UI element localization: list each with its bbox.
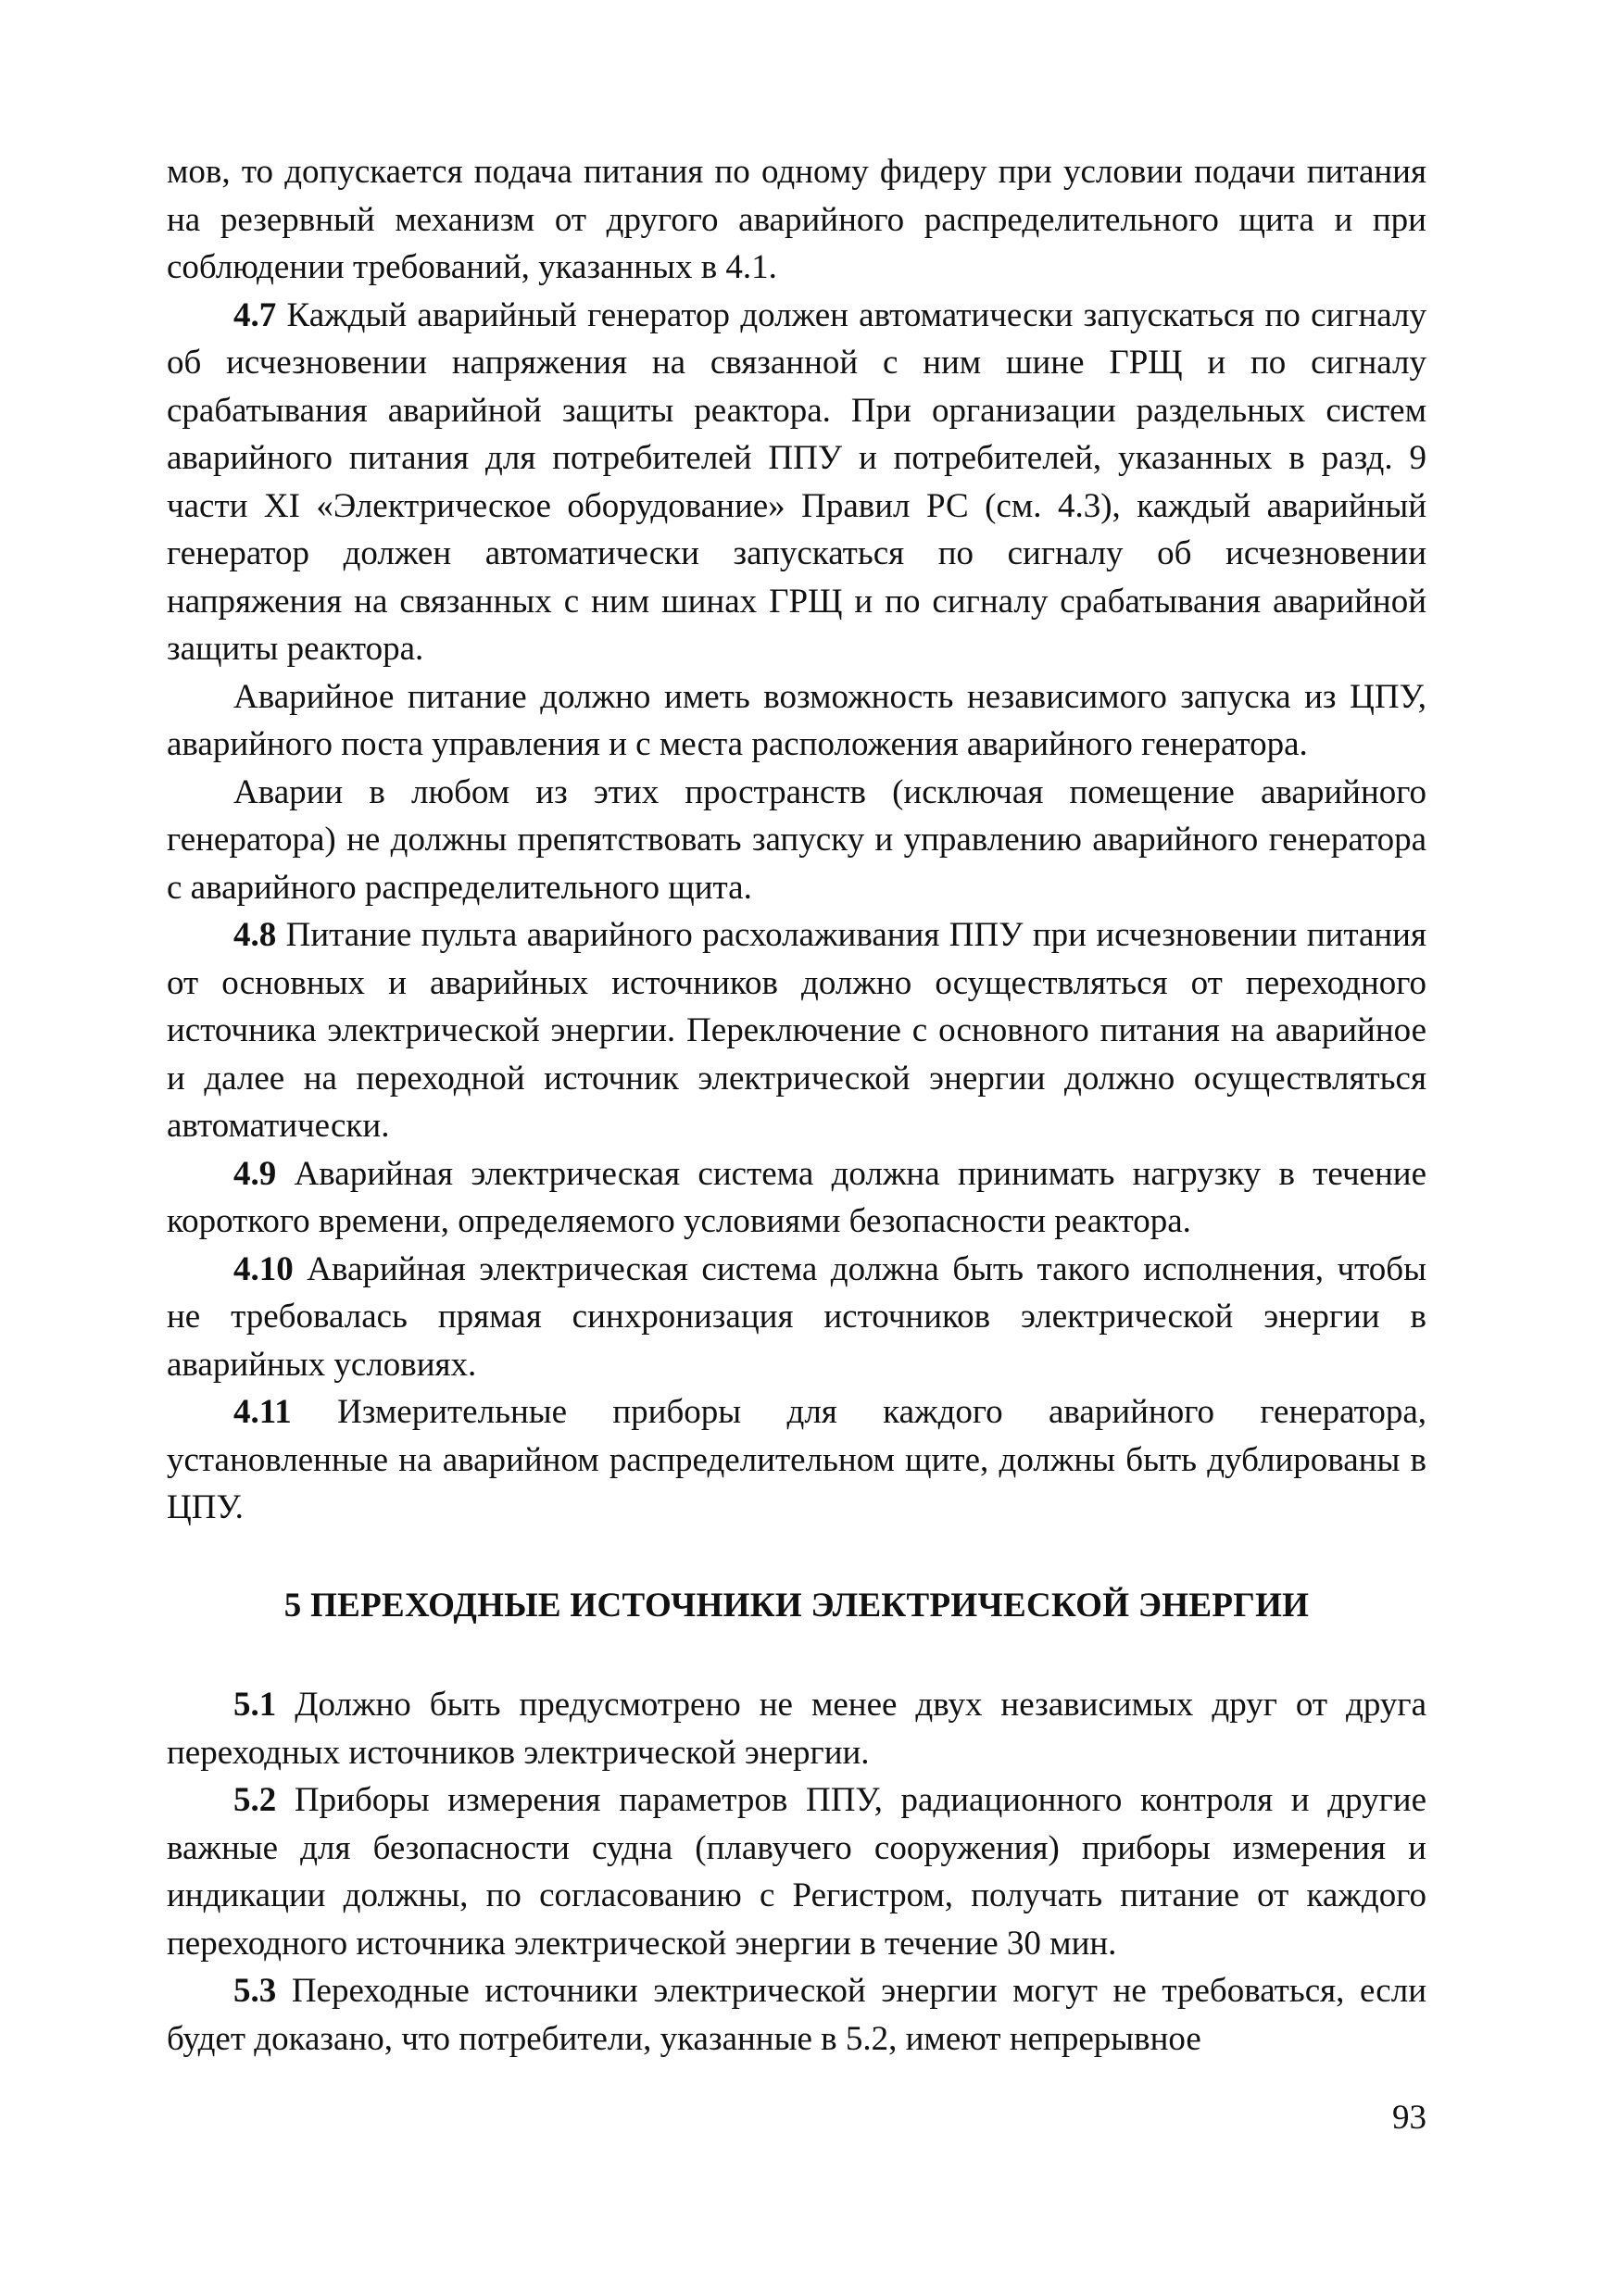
paragraph-4-9: 4.9 Аварийная электрическая система должна принимать нагрузку в течение короткого времени, определяемого условиями безопасности реактора. [167, 1154, 1426, 1240]
clause-number: 4.10 [233, 1249, 294, 1288]
paragraph-4-8: 4.8 Питание пульта аварийного расхолаживания ППУ при исчезновении питания от основных и аварийных источников должно осуществляться от переходного источника электрической энергии. Переключение с основного питания на аварийное и далее на переходной источник электрической энергии должно осуществляться автоматически. [167, 916, 1426, 1145]
paragraph-emergency-power: Аварийное питание должно иметь возможность независимого запуска из ЦПУ, аварийного поста управления и с места расположения аварийного генератора. [167, 677, 1426, 763]
clause-number: 5.2 [233, 1781, 277, 1819]
document-page [167, 148, 1426, 2063]
section-heading: 5 ПЕРЕХОДНЫЕ ИСТОЧНИКИ ЭЛЕКТРИЧЕСКОЙ ЭНЕРГИИ [283, 1586, 1310, 1625]
paragraph-5-2: 5.2 Приборы измерения параметров ППУ, радиационного контроля и другие важные для безопасности судна (плавучего сооружения) приборы измерения и индикации должны, по согласованию с Регистром, получать питание от каждого переходного источника электрической энергии в течение 30 мин. [167, 1781, 1426, 1963]
paragraph-4-10: 4.10 Аварийная электрическая система должна быть такого исполнения, чтобы не требовалась прямая синхронизация источников электрической энергии в аварийных условиях. [167, 1249, 1426, 1384]
paragraph-4-7: 4.7 Каждый аварийный генератор должен автоматически запускаться по сигналу об исчезновении напряжения на связанной с ним шине ГРЩ и по сигналу срабатывания аварийной защиты реактора. При организации раздельных систем аварийного питания для потребителей ППУ и потребителей, указанных в разд. 9 части XI «Электрическое оборудование» Правил РС (см. 4.3), каждый аварийный генератор должен автоматически запускаться по сигналу об исчезновении напряжения на связанных с ним шинах ГРЩ и по сигналу срабатывания аварийной защиты реактора. [167, 295, 1426, 668]
paragraph-4-11: 4.11 Измерительные приборы для каждого аварийного генератора, установленные на аварийном распределительном щите, должны быть дублированы в ЦПУ. [167, 1393, 1426, 1526]
clause-number: 5.3 [233, 1972, 277, 2010]
clause-number: 4.7 [233, 295, 277, 334]
paragraph-continuation: мов, то допускается подача питания по одному фидеру при условии подачи питания на резервный механизм от другого аварийного распределительного щита и при соблюдении требований, указанных в 4.1. [167, 153, 1426, 286]
clause-number: 4.11 [233, 1393, 292, 1431]
paragraph-5-1: 5.1 Должно быть предусмотрено не менее двух независимых друг от друга переходных источников электрической энергии. [167, 1686, 1426, 1772]
paragraph-5-3: 5.3 Переходные источники электрической энергии могут не требоваться, если будет доказано, что потребители, указанные в 5.2, имеют непрерывное [167, 1972, 1426, 2058]
clause-number: 4.8 [233, 916, 277, 954]
page-number: 93 [1392, 2099, 1426, 2137]
paragraph-accidents: Аварии в любом из этих пространств (исключая помещение аварийного генератора) не должны препятствовать запуску и управлению аварийного генератора с аварийного распределительного щита. [167, 772, 1426, 907]
clause-number: 4.9 [233, 1154, 277, 1193]
clause-number: 5.1 [233, 1686, 277, 1724]
